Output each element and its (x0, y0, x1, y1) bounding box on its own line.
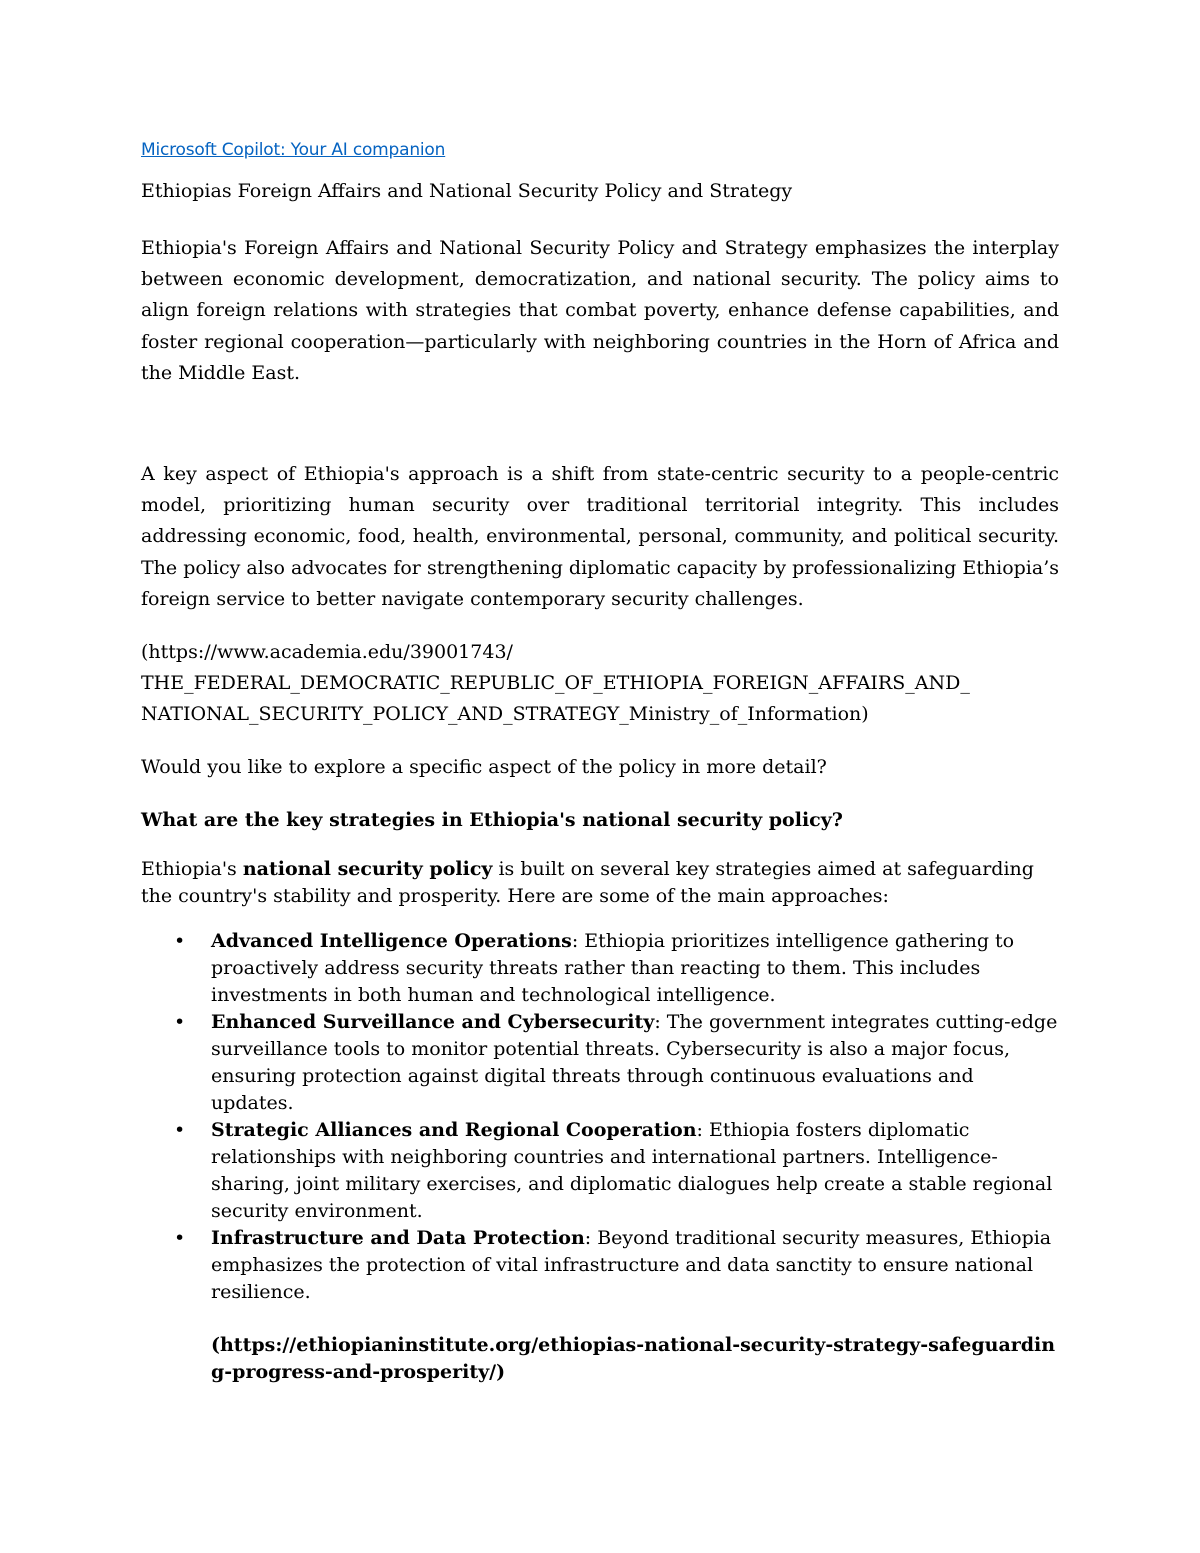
reference-academia (141, 637, 1059, 730)
strategy-title: Advanced Intelligence Operations (211, 930, 572, 953)
document-page (141, 140, 1059, 1386)
copilot-link[interactable]: Microsoft Copilot: Your AI companion (141, 140, 446, 160)
document-title: Ethiopias Foreign Affairs and National Security Policy and Strategy (141, 180, 793, 202)
spacer (141, 836, 1059, 856)
intro-paragraph (141, 856, 1059, 910)
follow-up-question: Would you like to explore a specific aspect of the policy in more detail? (141, 756, 827, 779)
strategy-title: Infrastructure and Data Protection (211, 1227, 585, 1250)
strategy-text: : Beyond traditional security measures, Ethiopia emphasizes the protection of vital infrastructure and data sanctity to ensure national resilience. (211, 1227, 1052, 1304)
strategy-text: : The government integrates cutting-edge surveillance tools to monitor potential threats. Cybersecurity is also a major focus, ensuring protection against digital threats through continuous evaluations and updates. (211, 1011, 1058, 1115)
list-item (141, 928, 1059, 1009)
strategy-text: : Ethiopia fosters diplomatic relationships with neighboring countries and international partners. Intelligence-sharing, joint military exercises, and diplomatic dialogues help create a stable regional security environment. (211, 1119, 1053, 1223)
bullet-icon: • (174, 1119, 186, 1142)
intro-after: is built on several key strategies aimed at safeguarding the country's stability and prosperity. Here are some of the main approaches: (141, 858, 1034, 908)
list-item (141, 1009, 1059, 1117)
list-item (141, 1225, 1059, 1306)
bullet-icon: • (174, 1011, 186, 1034)
strategy-title: Enhanced Surveillance and Cybersecurity (211, 1011, 655, 1034)
intro-before: Ethiopia's (141, 858, 243, 881)
paragraph-people-centric: A key aspect of Ethiopia's approach is a shift from state-centric security to a people-centric model, prioritizing human security over traditional territorial integrity. This includes addressing economic, food, health, environmental, personal, community, and political security. The policy also advocates for strengthening diplomatic capacity by professionalizing Ethiopia’s foreign service to better navigate contemporary security challenges. (141, 463, 1059, 610)
strategy-title: Strategic Alliances and Regional Cooperation (211, 1119, 697, 1142)
strategy-text: : Ethiopia prioritizes intelligence gathering to proactively address security threats rather than reacting to them. This includes investments in both human and technological intelligence. (211, 930, 1015, 1007)
spacer (141, 615, 1059, 637)
bullet-icon: • (174, 930, 186, 953)
reference-line: NATIONAL_SECURITY_POLICY_AND_STRATEGY_Ministry_of_Information) (141, 703, 869, 726)
spacer (141, 783, 1059, 805)
bullet-icon: • (174, 1227, 186, 1250)
reference-line: (https://www.academia.edu/39001743/ (141, 641, 513, 664)
reference-ethiopianinstitute: (https://ethiopianinstitute.org/ethiopias-national-security-strategy-safeguarding-progress-and-prosperity/) (211, 1334, 1056, 1384)
spacer (141, 389, 1059, 459)
spacer (141, 730, 1059, 752)
intro-bold: national security policy (242, 858, 493, 881)
list-item (141, 1117, 1059, 1225)
paragraph-overview: Ethiopia's Foreign Affairs and National Security Policy and Strategy emphasizes the interplay between economic development, democratization, and national security. The policy aims to align foreign relations with strategies that combat poverty, enhance defense capabilities, and foster regional cooperation—particularly with neighboring countries in the Horn of Africa and the Middle East. (141, 237, 1059, 384)
reference-line: THE_FEDERAL_DEMOCRATIC_REPUBLIC_OF_ETHIOPIA_FOREIGN_AFFAIRS_AND_ (141, 672, 970, 695)
section-heading: What are the key strategies in Ethiopia's national security policy? (141, 809, 843, 832)
strategy-list (141, 928, 1059, 1306)
